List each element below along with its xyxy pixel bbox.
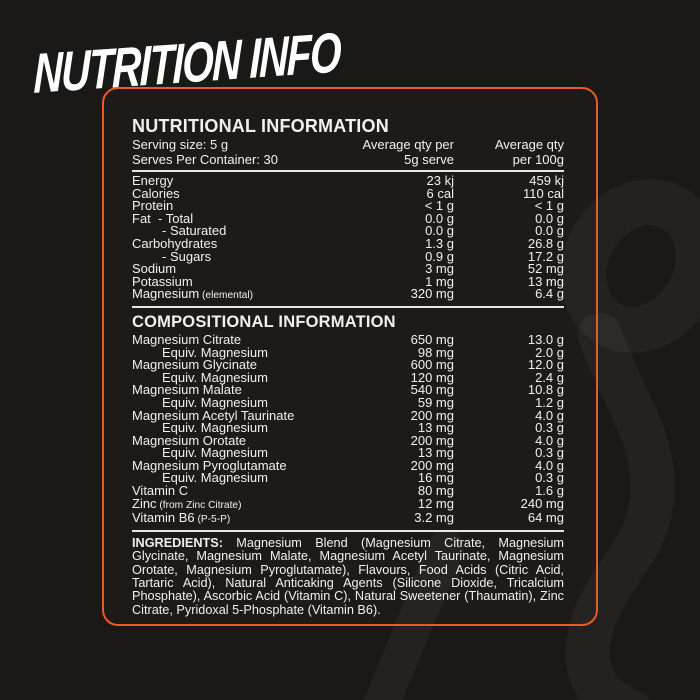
- nutrition-panel: [102, 87, 598, 626]
- row-per-serve: 650 mg: [410, 331, 454, 347]
- table-row: [132, 472, 564, 485]
- table-row: [132, 200, 564, 213]
- row-per-100g: 240 mg: [520, 495, 564, 511]
- row-per-serve: 1.3 g: [425, 235, 454, 251]
- table-row: [132, 175, 564, 188]
- row-per-serve: 200 mg: [410, 432, 454, 448]
- row-label: Potassium: [132, 273, 193, 289]
- row-label: Protein: [132, 198, 174, 214]
- row-per-100g: 64 mg: [527, 510, 564, 526]
- row-per-serve: 16 mg: [417, 470, 454, 486]
- row-per-serve: 200 mg: [410, 457, 454, 473]
- row-per-serve: 0.9 g: [425, 248, 454, 264]
- row-per-serve: 23 kj: [426, 173, 454, 188]
- row-per-serve: 120 mg: [410, 369, 454, 385]
- row-per-100g: 6.4 g: [535, 286, 564, 302]
- row-per-100g: 1.6 g: [535, 483, 564, 499]
- row-per-100g: 0.3 g: [535, 445, 564, 461]
- row-per-serve: 540 mg: [410, 382, 454, 398]
- compositional-info-heading: COMPOSITIONAL INFORMATION: [132, 312, 396, 331]
- row-per-100g: < 1 g: [534, 198, 564, 214]
- row-per-serve: 80 mg: [417, 483, 454, 499]
- row-per-serve: 200 mg: [410, 407, 454, 423]
- row-per-serve: 1 mg: [425, 273, 454, 289]
- row-per-100g: 26.8 g: [527, 235, 564, 251]
- row-per-serve: 0.0 g: [425, 223, 454, 239]
- ingredients-text: [132, 537, 564, 617]
- divider: [132, 306, 564, 308]
- row-label: Equiv. Magnesium: [162, 369, 268, 385]
- row-label: Magnesium Malate: [132, 382, 242, 398]
- row-note: (elemental): [199, 290, 253, 302]
- ingredients-body: Magnesium Blend (Magnesium Citrate, Magnesium Glycinate, Magnesium Malate, Magnesium Acetyl Taurinate, Magnesium Orotate, Magnesium Pyroglutamate), Flavours, Food Acids (Citric Acid, Tartaric Acid), Natural Anticaking Agents (Silicone Dioxide, Tricalcium Phosphate), Ascorbic Acid (Vitamin C), Natural Sweetener (Thaumatin), Zinc Citrate, Pyridoxal 5-Phosphate (Vitamin B6).: [132, 535, 564, 617]
- row-per-100g: 2.0 g: [535, 344, 564, 360]
- row-per-100g: 110 cal: [523, 185, 564, 201]
- row-label: Fat - Total: [132, 210, 194, 226]
- row-label: - Saturated: [162, 223, 227, 239]
- row-label: Equiv. Magnesium: [162, 394, 268, 410]
- row-per-serve: 12 mg: [417, 495, 454, 511]
- row-label: Calories: [132, 185, 180, 201]
- row-label: Vitamin C: [132, 483, 189, 499]
- row-label: Magnesium Glycinate: [132, 357, 257, 373]
- row-per-serve: 6 cal: [426, 185, 454, 201]
- row-per-100g: 4.0 g: [535, 407, 564, 423]
- row-note: (from Zinc Citrate): [156, 499, 242, 511]
- serving-size: Serving size: 5 g: [132, 137, 229, 152]
- row-per-serve: 0.0 g: [425, 210, 454, 226]
- row-label: Carbohydrates: [132, 235, 218, 251]
- row-per-100g: 0.0 g: [535, 223, 564, 239]
- divider: [132, 530, 564, 532]
- row-label: Magnesium Pyroglutamate: [132, 457, 287, 473]
- row-per-serve: 600 mg: [410, 357, 454, 373]
- row-per-100g: 17.2 g: [527, 248, 564, 264]
- row-label: Magnesium Acetyl Taurinate: [132, 407, 295, 423]
- table-row: [132, 263, 564, 276]
- row-per-100g: 52 mg: [527, 261, 564, 277]
- table-row: [132, 185, 564, 201]
- row-label: Equiv. Magnesium: [162, 445, 268, 461]
- serves-per-container: Serves Per Container: 30: [132, 151, 278, 167]
- divider: [132, 170, 564, 172]
- row-label: Vitamin B6 (P-5-P): [132, 510, 231, 526]
- row-per-100g: 0.3 g: [535, 420, 564, 436]
- row-label: Sodium: [132, 261, 177, 277]
- nutrition-rows: [132, 175, 564, 303]
- row-per-100g: 10.8 g: [527, 382, 564, 398]
- row-label: Magnesium Citrate: [132, 331, 242, 347]
- col-header-per-serve: Average qty per 5g serve: [362, 137, 454, 167]
- row-per-serve: 13 mg: [417, 445, 454, 461]
- nutritional-info-heading: NUTRITIONAL INFORMATION: [132, 116, 389, 136]
- table-row: [132, 485, 564, 498]
- row-per-100g: 13.0 g: [527, 331, 564, 347]
- col-header-per-100g: Average qty per 100g: [494, 137, 564, 167]
- table-row: [132, 512, 564, 527]
- row-per-serve: 3.2 mg: [414, 510, 454, 526]
- row-per-100g: 2.4 g: [535, 369, 564, 385]
- ingredients-label: INGREDIENTS:: [132, 535, 223, 550]
- table-row: [132, 288, 564, 303]
- row-per-serve: 59 mg: [417, 394, 454, 410]
- row-per-100g: 12.0 g: [527, 357, 564, 373]
- row-label: Energy: [132, 173, 174, 188]
- row-per-100g: 459 kj: [529, 173, 564, 188]
- row-label: Zinc (from Zinc Citrate): [132, 495, 242, 511]
- composition-rows: [132, 331, 564, 527]
- table-row: [132, 248, 564, 264]
- row-label: Magnesium Orotate: [132, 432, 247, 448]
- row-per-serve: 13 mg: [417, 420, 454, 436]
- row-per-serve: 98 mg: [417, 344, 454, 360]
- row-per-serve: < 1 g: [424, 198, 454, 214]
- row-label: Equiv. Magnesium: [162, 470, 268, 486]
- row-label: Equiv. Magnesium: [162, 420, 268, 436]
- row-per-100g: 0.0 g: [535, 210, 564, 226]
- table-row: [132, 495, 564, 513]
- row-per-100g: 13 mg: [527, 273, 564, 289]
- row-label: Equiv. Magnesium: [162, 344, 268, 360]
- row-per-serve: 3 mg: [425, 261, 454, 277]
- table-header: [132, 138, 564, 167]
- row-per-100g: 0.3 g: [535, 470, 564, 486]
- row-per-100g: 4.0 g: [535, 457, 564, 473]
- row-per-100g: 4.0 g: [535, 432, 564, 448]
- row-per-serve: 320 mg: [410, 286, 454, 302]
- row-label: - Sugars: [162, 248, 212, 264]
- row-per-100g: 1.2 g: [535, 394, 564, 410]
- page-title: NUTRITION INFO: [33, 21, 341, 106]
- row-label: Magnesium (elemental): [132, 286, 253, 302]
- row-note: (P-5-P): [194, 514, 231, 526]
